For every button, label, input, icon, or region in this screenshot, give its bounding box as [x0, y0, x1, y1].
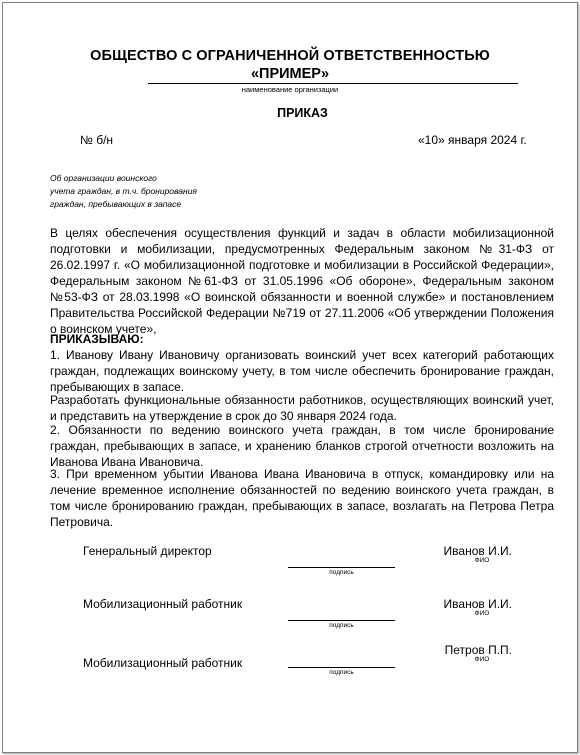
organization-name-quoted: «ПРИМЕР»	[250, 66, 330, 82]
name-caption: ФИО	[474, 656, 490, 663]
signature-line	[288, 620, 395, 621]
document-date: «10» января 2024 г.	[418, 133, 527, 147]
signature-role: Мобилизационный работник	[83, 656, 243, 670]
signature-caption: подпись	[329, 622, 354, 629]
signatory-name: Петров П.П.	[444, 643, 512, 657]
document-number: № б/н	[80, 133, 114, 147]
name-caption: ФИО	[474, 557, 490, 564]
signature-role: Генеральный директор	[83, 544, 212, 558]
organization-caption: наименование организации	[241, 85, 339, 94]
organization-name: ОБЩЕСТВО С ОГРАНИЧЕННОЙ ОТВЕТСТВЕННОСТЬЮ	[90, 48, 490, 64]
subject-line: учета граждан, в т.ч. бронирования	[50, 186, 197, 196]
signature-line	[288, 567, 395, 568]
signature-role: Мобилизационный работник	[83, 597, 243, 611]
order-item: 1. Иванову Ивану Ивановичу организовать воинский учет всех категорий работающих граждан, подлежащих воинскому учету, в том числе обеспечить бронирование граждан, пребывающих в запасе.	[50, 348, 554, 394]
document-subject	[50, 172, 197, 211]
subject-line: граждан, пребывающих в запасе	[50, 199, 182, 209]
orders-heading: ПРИКАЗЫВАЮ:	[50, 332, 144, 346]
document-title: ПРИКАЗ	[277, 106, 328, 120]
subject-line: Об организации воинского	[50, 173, 157, 183]
signatory-name: Иванов И.И.	[443, 544, 512, 558]
name-caption: ФИО	[474, 610, 490, 617]
order-item: 3. При временном убытии Иванова Ивана Ивановича в отпуск, командировку или на лечение временное исполнение обязанностей по ведению воинского учета граждан, в том числе бронированию граждан, пребывающих в запасе, возлагать на Петрова Петра Петровича.	[50, 467, 554, 529]
signature-caption: подпись	[329, 569, 354, 576]
signatory-name: Иванов И.И.	[443, 597, 512, 611]
order-item: 2. Обязанности по ведению воинского учета граждан, в том числе бронирование граждан, пребывающих в запасе, и хранению бланков строгой отчетности возложить на Иванова Ивана Ивановича.	[50, 423, 554, 469]
organization-underline	[148, 83, 518, 84]
preamble-paragraph: В целях обеспечения осуществления функций и задач в области мобилизационной подготовки и мобилизации, предусмотренных Федеральным законом №31-ФЗ от 26.02.1997 г. «О мобилизационной подготовке и мобилизации в Российской Федерации», Федеральным законом №61-ФЗ от 31.05.1996 «Об обороне», Федеральным законом №53-ФЗ от 28.03.1998 «О воинской обязанности и военной службе» и постановлением Правительства Российской Федерации №719 от 27.11.2006 «Об утверждении Положения о воинском учете»,	[50, 226, 554, 336]
signature-line	[288, 667, 395, 668]
signature-caption: подпись	[329, 669, 354, 676]
order-item: Разработать функциональные обязанности работников, осуществляющих воинский учет, и представить на утверждение в срок до 30 января 2024 года.	[50, 393, 554, 423]
